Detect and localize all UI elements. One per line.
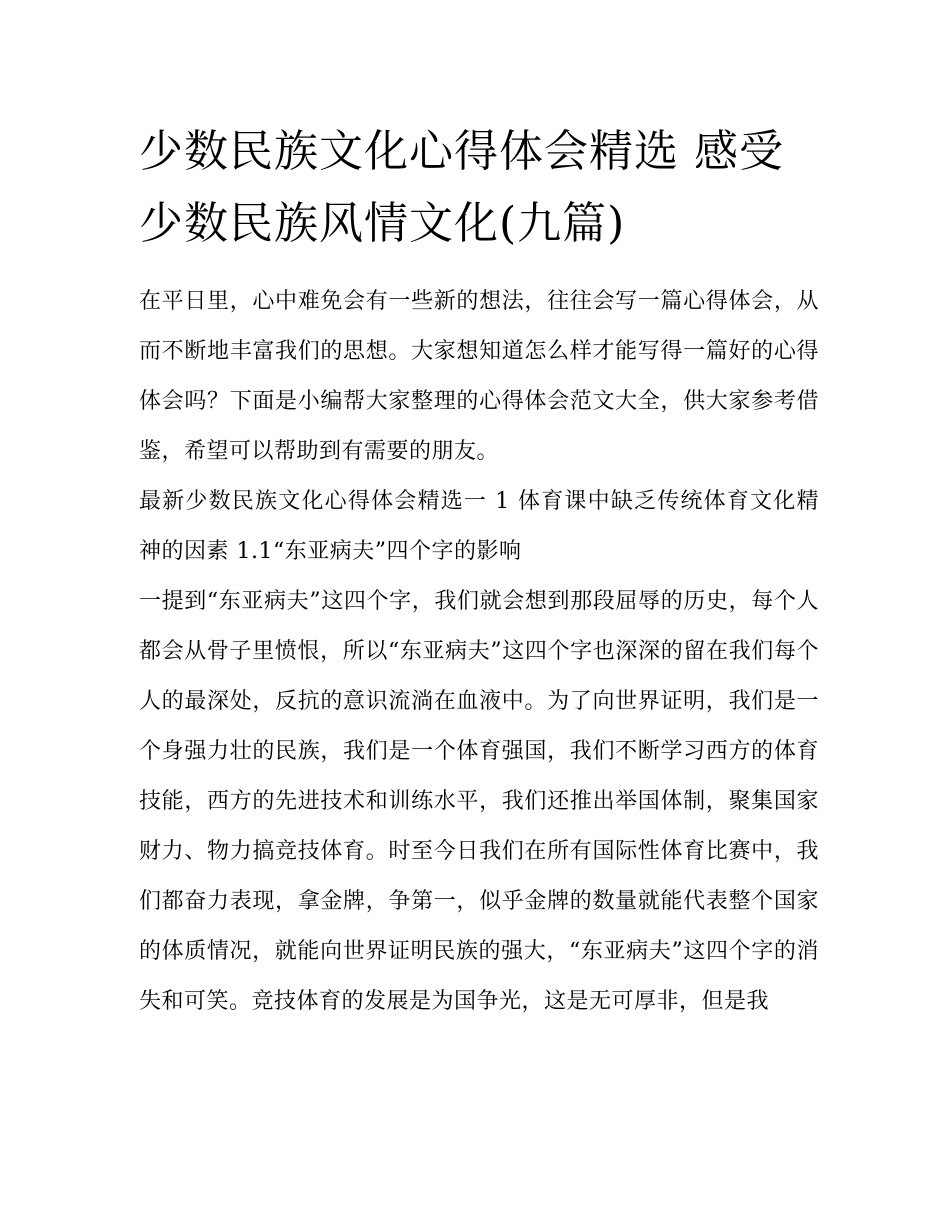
intro-paragraph: 在平日里，心中难免会有一些新的想法，往往会写一篇心得体会，从而不断地丰富我们的思想。大家想知道怎么样才能写得一篇好的心得体会吗？下面是小编帮大家整理的心得体会范文大全，供大家参考借鉴，希望可以帮助到有需要的朋友。: [139, 289, 819, 464]
document-body: [139, 277, 819, 1027]
section-heading-paragraph: 最新少数民族文化心得体会精选一 1 体育课中缺乏传统体育文化精神的因素 1.1“东亚病夫”四个字的影响: [139, 489, 819, 564]
document-title: 少数民族文化心得体会精选 感受少数民族风情文化(九篇): [139, 126, 784, 249]
body-paragraph: 一提到“东亚病夫”这四个字，我们就会想到那段屈辱的历史，每个人都会从骨子里愤恨，所以“东亚病夫”这四个字也深深的留在我们每个人的最深处，反抗的意识流淌在血液中。为了向世界证明，我们是一个身强力壮的民族，我们是一个体育强国，我们不断学习西方的体育技能，西方的先进技术和训练水平，我们还推出举国体制，聚集国家财力、物力搞竞技体育。时至今日我们在所有国际性体育比赛中，我们都奋力表现，拿金牌，争第一，似乎金牌的数量就能代表整个国家的体质情况，就能向世界证明民族的强大，“东亚病夫”这四个字的消失和可笑。竞技体育的发展是为国争光，这是无可厚非，但是我: [139, 589, 819, 1014]
